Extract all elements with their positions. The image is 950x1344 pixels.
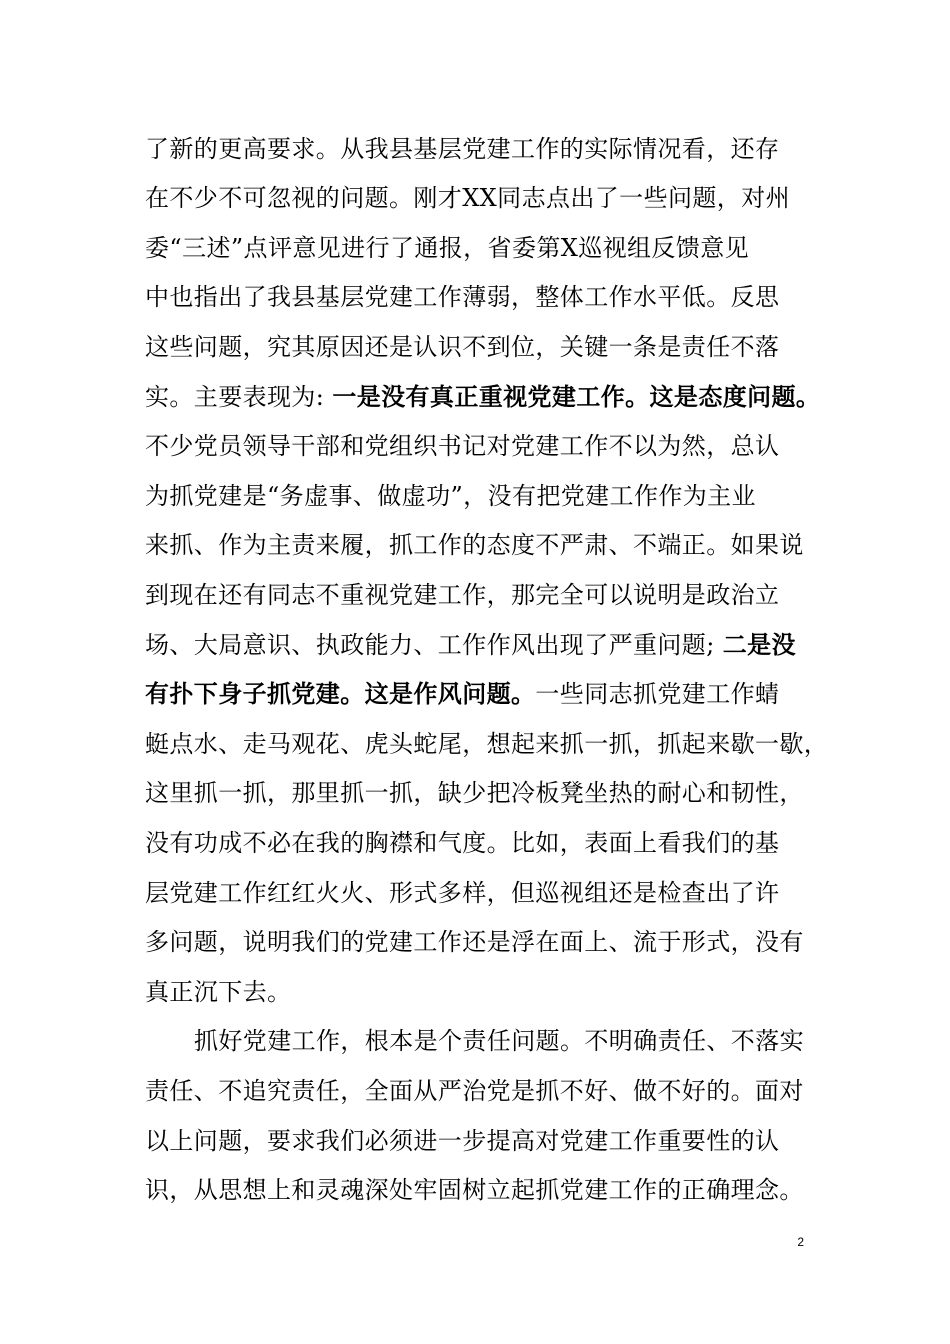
text-segment: 责任、不追究责任，全面从严治党是抓不好、做不好的。面对 — [145, 1077, 804, 1105]
text-segment: 真正沉下去。 — [145, 978, 292, 1006]
text-line — [145, 282, 835, 312]
text-line — [145, 1076, 835, 1106]
text-segment: 在不少不可忽视的问题。刚才XX同志点出了一些问题，对州 — [145, 184, 790, 212]
text-line — [145, 1175, 835, 1205]
text-line — [145, 1126, 835, 1156]
text-line — [194, 1026, 835, 1056]
text-segment: 以上问题，要求我们必须进一步提高对党建工作重要性的认 — [145, 1127, 780, 1155]
text-line — [145, 332, 835, 362]
text-segment: 这些问题，究其原因还是认识不到位，关键一条是责任不落 — [145, 333, 780, 361]
text-segment: 为抓党建是“务虚事、做虚功”，没有把党建工作作为主业 — [145, 482, 756, 510]
text-segment: 抓好党建工作，根本是个责任问题。不明确责任、不落实 — [194, 1027, 804, 1055]
emphasis-point-one: 一是没有真正重视党建工作。这是态度问题。 — [332, 382, 821, 411]
text-segment: 不少党员领导干部和党组织书记对党建工作不以为然，总认 — [145, 432, 780, 460]
text-segment: 到现在还有同志不重视党建工作，那完全可以说明是政治立 — [145, 581, 780, 609]
text-line — [145, 927, 835, 957]
text-line — [145, 382, 835, 412]
text-line — [145, 977, 835, 1007]
text-segment: 多问题，说明我们的党建工作还是浮在面上、流于形式，没有 — [145, 928, 804, 956]
page-number: 2 — [797, 1235, 804, 1249]
text-segment: 实。主要表现为: — [145, 383, 333, 411]
text-line — [145, 580, 835, 610]
text-segment: 识，从思想上和灵魂深处牢固树立起抓党建工作的正确理念。 — [145, 1176, 804, 1204]
text-line — [145, 679, 835, 709]
text-segment: 没有功成不必在我的胸襟和气度。比如，表面上看我们的基 — [145, 829, 780, 857]
text-line — [145, 778, 835, 808]
text-line — [145, 828, 835, 858]
text-line — [145, 878, 835, 908]
emphasis-point-two: 二是没 — [722, 630, 796, 659]
text-segment: 中也指出了我县基层党建工作薄弱，整体工作水平低。反思 — [145, 283, 780, 311]
text-segment: 来抓、作为主责来履，抓工作的态度不严肃、不端正。如果说 — [145, 531, 804, 559]
text-line — [145, 431, 835, 461]
text-segment: 层党建工作红红火火、形式多样，但巡视组还是检查出了许 — [145, 879, 780, 907]
text-line — [145, 630, 835, 660]
text-segment: 委“三述”点评意见进行了通报，省委第X巡视组反馈意见 — [145, 234, 750, 262]
text-line — [145, 183, 835, 213]
text-line — [145, 233, 835, 263]
text-line — [145, 530, 835, 560]
text-line — [145, 481, 835, 511]
text-segment: 一些同志抓党建工作蜻 — [535, 680, 780, 708]
text-segment: 这里抓一抓，那里抓一抓，缺少把冷板凳坐热的耐心和韧性， — [145, 779, 804, 807]
text-segment: 了新的更高要求。从我县基层党建工作的实际情况看，还存 — [145, 135, 780, 163]
text-segment: 蜓点水、走马观花、虎头蛇尾，想起来抓一抓，抓起来歇一歇， — [145, 730, 829, 758]
text-segment: 场、大局意识、执政能力、工作作风出现了严重问题; — [145, 631, 723, 659]
text-line — [145, 729, 835, 759]
text-line — [145, 134, 835, 164]
emphasis-point-two-cont: 有扑下身子抓党建。这是作风问题。 — [145, 679, 536, 708]
